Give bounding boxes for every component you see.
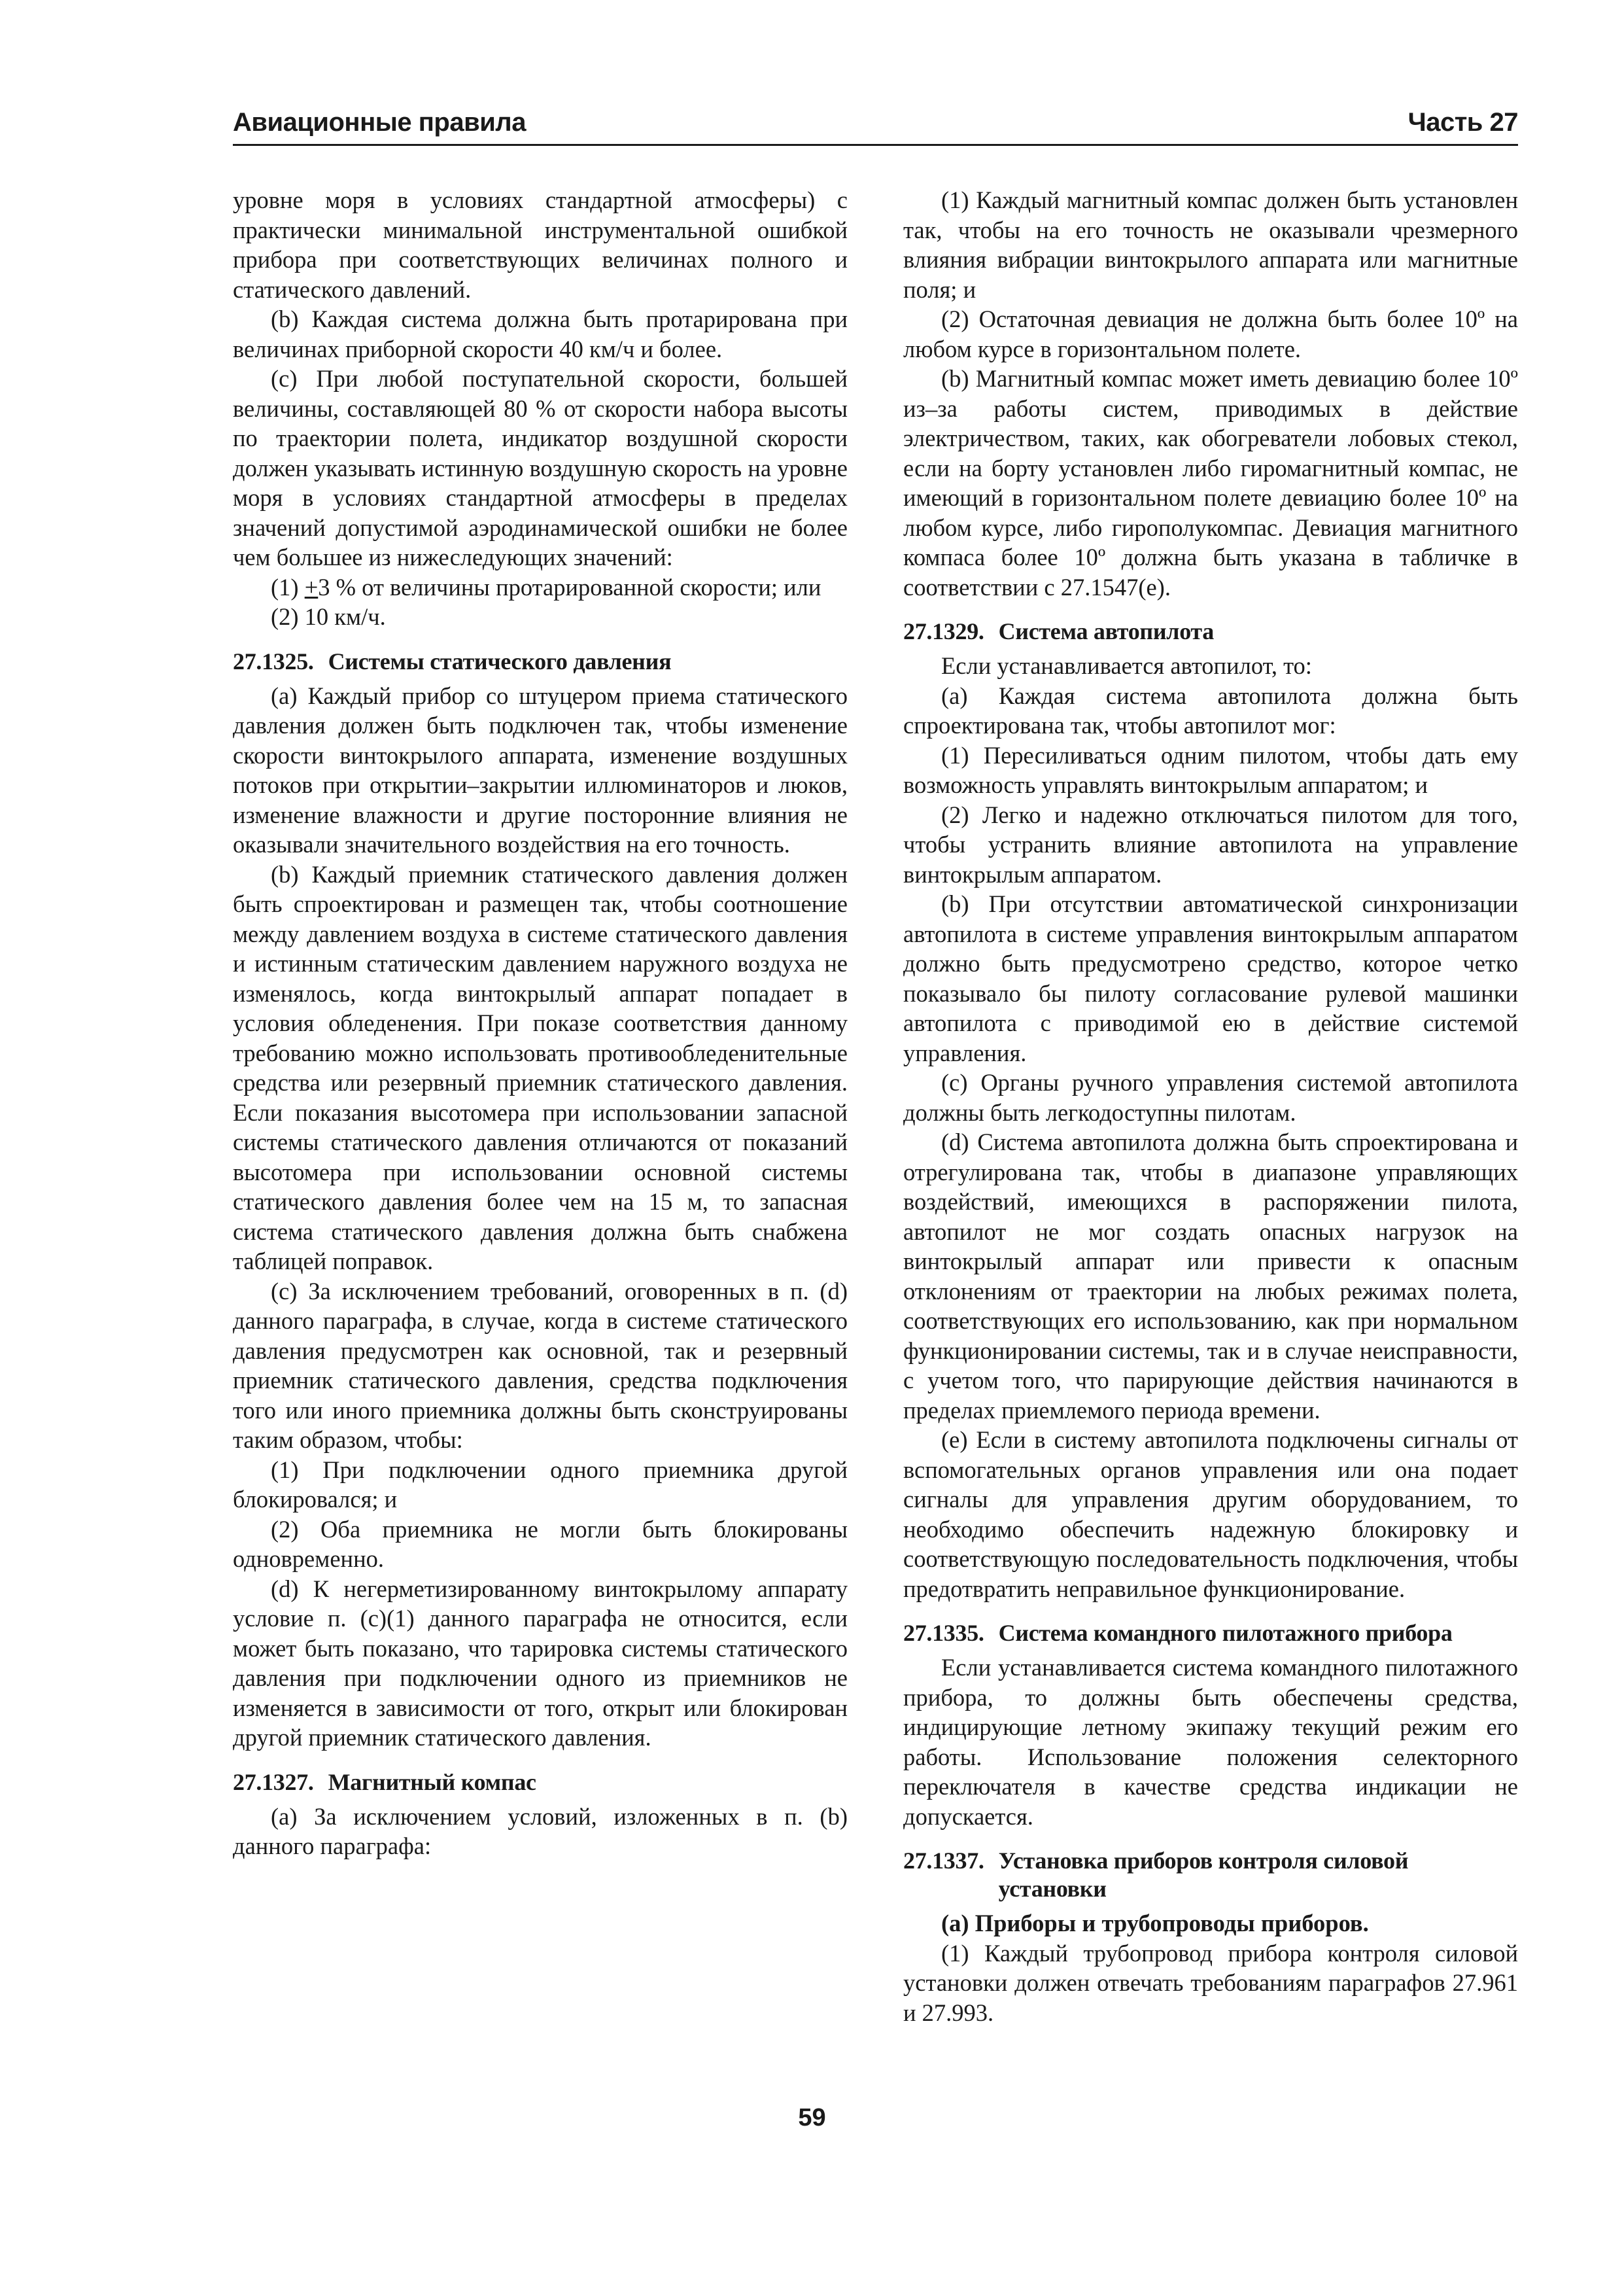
running-header — [233, 98, 1518, 146]
paragraph: (2) Остаточная девиация не должна быть более 10º на любом курсе в горизонтальном полете. — [903, 306, 1518, 362]
header-part: Часть 27 — [1408, 108, 1518, 137]
paragraph: (1) Каждый трубопровод прибора контроля силовой установки должен отвечать требованиям параграфов 27.961 и 27.993. — [903, 1939, 1518, 2026]
paragraph: (c) При любой поступательной скорости, большей величины, составляющей 80 % от скорости набора высоты по траектории полета, индикатор воздушной скорости должен указывать истинную воздушную скорость на уровне моря в условиях стандартной атмосферы в пределах значений допустимой аэродинамической ошибки не более чем большее из нижеследующих значений: — [233, 365, 848, 570]
section-title: Магнитный компас — [328, 1768, 536, 1795]
paragraph: (d) Система автопилота должна быть спроектирована и отрегулирована так, чтобы в диапазоне управляющих воздействий, имеющихся в распоряжении пилота, автопилот не мог создать опасных нагрузок на винтокрылый аппарат или привести к опасным отклонениям от траектории на любых режимах полета, соответствующих его использованию, как при нормальном функционировании системы, так и в случае неисправности, с учетом того, что парирующие действия начинаются в пределах приемлемого периода времени. — [903, 1129, 1518, 1424]
plus-minus-sign: + — [304, 573, 319, 601]
paragraph: (1) Каждый магнитный компас должен быть установлен так, чтобы на его точность не оказывали чрезмерного влияния вибрации винтокрылого аппарата или магнитные поля; и — [903, 186, 1518, 303]
section-title: Системы статического давления — [328, 648, 672, 674]
paragraph: (b) Магнитный компас может иметь девиацию более 10º из–за работы систем, приводимых в действие электричеством, таких, как обогреватели лобовых стекол, если на борту установлен либо гиромагнитный компас, не имеющий в горизонтальном полете девиацию более 10º на любом курсе, либо гирополукомпас. Девиация магнитного компаса более 10º должна быть указана в табличке в соответствии с 27.1547(e). — [903, 365, 1518, 601]
paragraph: (2) 10 км/ч. — [271, 603, 386, 630]
paragraph: (2) Оба приемника не могли быть блокированы одновременно. — [233, 1515, 848, 1572]
section-number: 27.1337. — [903, 1848, 984, 1874]
subsection-title: (a) Приборы и трубопроводы приборов. — [941, 1910, 1369, 1936]
paragraph: Если устанавливается система командного пилотажного прибора, то должны быть обеспечены средства, индицирующие летному экипажу текущий режим его работы. Использование положения селекторного переключателя в качестве средства индикации не допускается. — [903, 1654, 1518, 1830]
section-heading-27-1335 — [903, 1619, 1518, 1647]
paragraph: (e) Если в систему автопилота подключены сигналы от вспомогательных органов управления или она подает сигналы для управления другим оборудованием, то необходимо обеспечить надежную блокировку и соответствующую последовательность подключения, чтобы предотвратить неправильное функционирование. — [903, 1426, 1518, 1602]
section-heading-27-1329 — [903, 618, 1518, 646]
paragraph — [903, 1908, 1518, 1938]
paragraph: (a) Каждый прибор со штуцером приема статического давления должен быть подключен так, чтобы изменение скорости винтокрылого аппарата, изменение воздушных потоков при открытии–закрытии иллюминаторов и люков, изменение влажности и другие посторонние влияния не оказывали значительного воздействия на его точность. — [233, 682, 848, 858]
paragraph: (b) Каждая система должна быть протарирована при величинах приборной скорости 40 км/ч и более. — [233, 306, 848, 362]
item-label: (1) — [271, 573, 305, 601]
left-column — [233, 185, 848, 1861]
section-title: Система автопилота — [998, 618, 1214, 644]
section-number: 27.1325. — [233, 648, 314, 674]
paragraph: Если устанавливается автопилот, то: — [941, 652, 1312, 679]
section-heading-27-1337 — [903, 1847, 1518, 1903]
paragraph: (d) К негерметизированному винтокрылому аппарату условие п. (c)(1) данного параграфа не относится, если может быть показано, что тарировка системы статического давления при подключении одного из приемников не изменяется в зависимости от того, открыт или блокирован другой приемник статического давления. — [233, 1575, 848, 1751]
paragraph: (1) Пересиливаться одним пилотом, чтобы дать ему возможность управлять винтокрылым аппаратом; и — [903, 741, 1518, 798]
page-number: 59 — [798, 2104, 826, 2131]
paragraph: (a) Каждая система автопилота должна быть спроектирована так, чтобы автопилот мог: — [903, 682, 1518, 739]
paragraph: (c) За исключением требований, оговоренных в п. (d) данного параграфа, в случае, когда в системе статического давления предусмотрен как основной, так и резервный приемник статического давления, средства подключения того или иного приемника должны быть сконструированы таким образом, чтобы: — [233, 1277, 848, 1453]
paragraph — [233, 572, 848, 603]
paragraph: (1) При подключении одного приемника другой блокировался; и — [233, 1456, 848, 1513]
paragraph: уровне моря в условиях стандартной атмосферы) с практически минимальной инструментальной ошибкой прибора при соответствующих величинах полного и статического давлений. — [233, 186, 848, 303]
section-heading-27-1325 — [233, 648, 848, 676]
section-number: 27.1329. — [903, 618, 984, 644]
section-number: 27.1327. — [233, 1768, 314, 1795]
section-number: 27.1335. — [903, 1620, 984, 1646]
paragraph: (a) За исключением условий, изложенных в п. (b) данного параграфа: — [233, 1802, 848, 1859]
section-title: Система командного пилотажного прибора — [998, 1620, 1453, 1646]
paragraph: (2) Легко и надежно отключаться пилотом для того, чтобы устранить влияние автопилота на управление винтокрылым аппаратом. — [903, 801, 1518, 888]
paragraph: (b) Каждый приемник статического давления должен быть спроектирован и размещен так, чтобы соотношение между давлением воздуха в системе статического давления и истинным статическим давлением наружного воздуха не изменялось, когда винтокрылый аппарат попадает в условия обледенения. При показе соответствия данному требованию можно использовать противообледенительные средства или резервный приемник статического давления. Если показания высотомера при использовании запасной системы статического давления отличаются от показаний высотомера при использовании основной системы статического давления более чем на 15 м, то запасная система статического давления должна быть снабжена таблицей поправок. — [233, 860, 848, 1274]
paragraph: (c) Органы ручного управления системой автопилота должны быть легкодоступны пилотам. — [903, 1069, 1518, 1126]
paragraph: (b) При отсутствии автоматической синхронизации автопилота в системе управления винтокрылым аппаратом должно быть предусмотрено средство, которое четко показывало бы пилоту согласование рулевой машинки автопилота с приводимой ею в действие системой управления. — [903, 890, 1518, 1066]
item-text: 3 % от величины протарированной скорости; или — [318, 573, 821, 601]
section-heading-27-1327 — [233, 1768, 848, 1796]
right-column — [903, 185, 1518, 2027]
section-title: Установка приборов контроля силовой установки — [998, 1848, 1409, 1902]
header-title: Авиационные правила — [233, 108, 526, 137]
